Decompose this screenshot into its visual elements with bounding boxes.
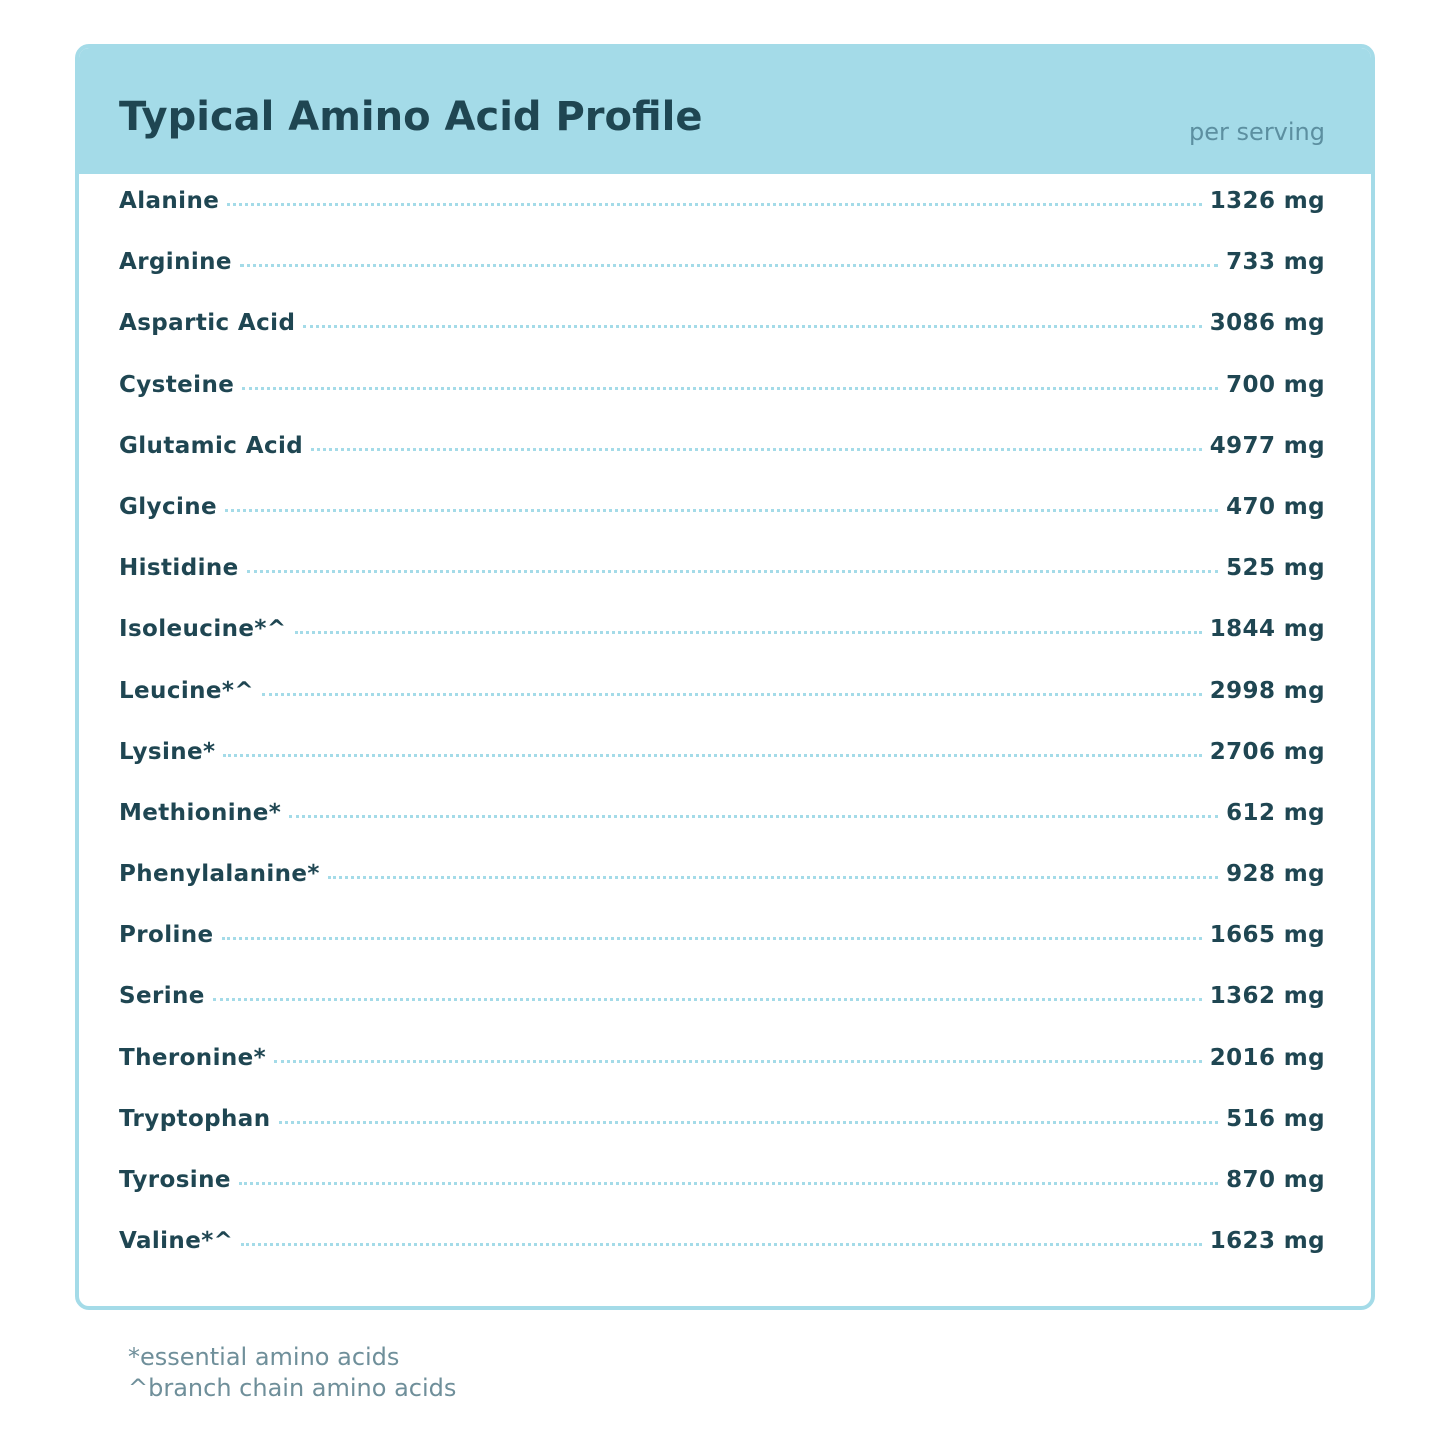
- amino-acid-name: Arginine: [119, 249, 232, 276]
- amino-acid-amount: 1326 mg: [1209, 188, 1325, 214]
- amino-acid-amount: 516 mg: [1226, 1105, 1325, 1132]
- dotted-leader: [262, 693, 1202, 696]
- amino-acid-name: Tyrosine: [119, 1167, 231, 1193]
- amino-acid-amount: 2706 mg: [1209, 738, 1325, 765]
- list-item: [119, 800, 1325, 861]
- dotted-leader: [328, 876, 1218, 879]
- list-item: [119, 739, 1325, 800]
- dotted-leader: [289, 815, 1218, 818]
- amino-acid-amount: 470 mg: [1226, 493, 1325, 520]
- dotted-leader: [241, 1243, 1201, 1246]
- list-item: [119, 1106, 1325, 1167]
- amino-acid-name: Phenylalanine*: [119, 861, 320, 888]
- dotted-leader: [223, 754, 1201, 757]
- amino-acid-name: Serine: [119, 983, 205, 1010]
- amino-acid-amount: 1623 mg: [1209, 1228, 1325, 1255]
- amino-acid-name: Leucine*^: [119, 677, 255, 704]
- amino-acid-name: Valine*^: [119, 1228, 234, 1255]
- dotted-leader: [311, 448, 1202, 451]
- amino-acid-name: Cysteine: [119, 371, 235, 398]
- list-item: [119, 249, 1325, 310]
- list-item: [119, 861, 1325, 922]
- list-item: [119, 616, 1325, 677]
- amino-acid-amount: 4977 mg: [1209, 432, 1325, 459]
- list-item: [119, 188, 1325, 249]
- dotted-leader: [295, 631, 1202, 634]
- amino-acid-name: Proline: [119, 922, 214, 949]
- amino-acid-amount: 928 mg: [1226, 861, 1325, 888]
- amino-acid-name: Lysine*: [119, 738, 216, 765]
- list-item: [119, 1228, 1325, 1289]
- dotted-leader: [213, 998, 1202, 1001]
- amino-acid-amount: 870 mg: [1226, 1167, 1325, 1193]
- dotted-leader: [227, 203, 1201, 206]
- dotted-leader: [225, 509, 1218, 512]
- amino-acid-amount: 2016 mg: [1209, 1044, 1325, 1071]
- amino-acid-amount: 2998 mg: [1209, 677, 1325, 704]
- list-item: [119, 372, 1325, 433]
- amino-acid-name: Histidine: [119, 555, 239, 582]
- dotted-leader: [303, 325, 1201, 328]
- amino-acid-name: Alanine: [119, 188, 220, 214]
- page-title: Typical Amino Acid Profile: [119, 94, 703, 140]
- amino-acid-amount: 700 mg: [1226, 371, 1325, 398]
- amino-acid-name: Theronine*: [119, 1044, 267, 1071]
- amino-acid-amount: 612 mg: [1226, 799, 1325, 826]
- dotted-leader: [240, 264, 1218, 267]
- amino-acid-amount: 1362 mg: [1209, 983, 1325, 1010]
- list-item: [119, 555, 1325, 616]
- footnotes: [128, 1342, 456, 1404]
- amino-acid-name: Glycine: [119, 493, 218, 520]
- amino-acid-card: [75, 44, 1375, 1310]
- list-item: [119, 494, 1325, 555]
- list-item: [119, 1167, 1325, 1228]
- list-item: [119, 678, 1325, 739]
- dotted-leader: [274, 1060, 1202, 1063]
- amino-acid-name: Methionine*: [119, 799, 282, 826]
- amino-acid-list: [119, 188, 1325, 1289]
- amino-acid-name: Isoleucine*^: [119, 616, 287, 643]
- amino-acid-name: Tryptophan: [119, 1105, 271, 1132]
- footnote-essential: *essential amino acids: [128, 1343, 400, 1371]
- amino-acid-name: Glutamic Acid: [119, 432, 304, 459]
- amino-acid-amount: 1665 mg: [1209, 922, 1325, 949]
- dotted-leader: [247, 570, 1219, 573]
- amino-acid-amount: 525 mg: [1226, 555, 1325, 582]
- amino-acid-amount: 733 mg: [1226, 249, 1325, 276]
- dotted-leader: [279, 1121, 1219, 1124]
- amino-acid-amount: 3086 mg: [1209, 310, 1325, 337]
- serving-label: per serving: [1189, 118, 1325, 146]
- list-item: [119, 433, 1325, 494]
- list-item: [119, 1045, 1325, 1106]
- dotted-leader: [239, 1182, 1218, 1185]
- list-item: [119, 983, 1325, 1044]
- list-item: [119, 922, 1325, 983]
- card-header: [79, 48, 1371, 174]
- amino-acid-name: Aspartic Acid: [119, 310, 296, 337]
- dotted-leader: [242, 387, 1218, 390]
- amino-acid-amount: 1844 mg: [1209, 616, 1325, 643]
- list-item: [119, 310, 1325, 371]
- footnote-branch-chain: ^branch chain amino acids: [128, 1374, 457, 1402]
- dotted-leader: [222, 937, 1202, 940]
